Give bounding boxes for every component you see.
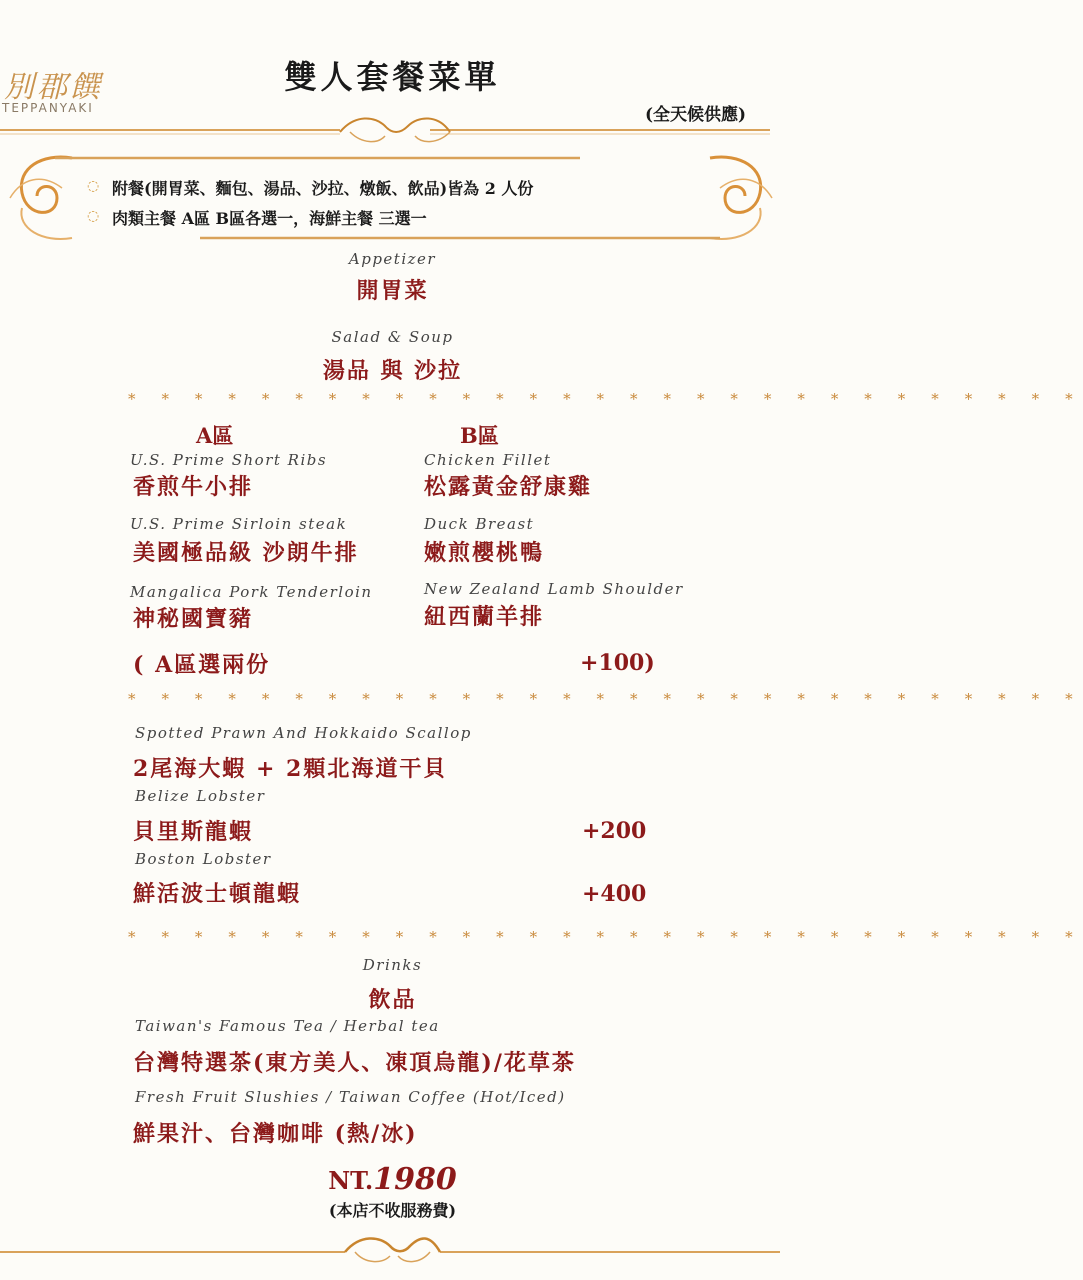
brand-logo: 別郡饌: [4, 70, 103, 105]
seafood-item-en: Spotted Prawn And Hokkaido Scallop: [135, 724, 472, 742]
drink-item-en: Taiwan's Famous Tea / Herbal tea: [135, 1017, 440, 1035]
star-divider: * * * * * * * * * * * * * * * * * * * * * * * * * * * * *: [128, 390, 1083, 408]
note-line: 肉類主餐 A區 B區各選一，海鮮主餐 三選一: [112, 209, 427, 228]
star-divider: * * * * * * * * * * * * * * * * * * * * * * * * * * * * *: [128, 928, 1083, 946]
header-flourish: [0, 112, 785, 152]
zone-b-item-en: New Zealand Lamb Shoulder: [424, 580, 684, 598]
zone-a-double-label: ( A區選兩份: [133, 652, 271, 678]
zone-a-item-zh: 美國極品級 沙朗牛排: [133, 540, 359, 566]
drinks-en: Drinks: [362, 956, 423, 974]
brand-logo-subtitle: TEPPANYAKI: [2, 101, 94, 115]
drink-item-en: Fresh Fruit Slushies / Taiwan Coffee (Hot/Iced): [135, 1088, 566, 1106]
salad-soup-zh: 湯品 與 沙拉: [322, 358, 463, 384]
zone-b-item-zh: 嫩煎櫻桃鴨: [424, 540, 545, 566]
zone-a-double-price: +100): [580, 650, 655, 676]
drink-item-zh: 鮮果汁、台灣咖啡 (熱/冰): [133, 1121, 418, 1147]
zone-a-item-en: U.S. Prime Short Ribs: [130, 451, 328, 469]
salad-soup-en: Salad & Soup: [331, 328, 454, 346]
zone-b-item-zh: 松露黃金舒康雞: [424, 474, 593, 500]
page-title: 雙人套餐菜單: [284, 58, 501, 96]
drink-item-zh: 台灣特選茶(東方美人、凍頂烏龍)/花草茶: [133, 1050, 576, 1076]
set-price: [0, 1162, 785, 1197]
bullet-ring-icon: ◌: [87, 208, 100, 224]
zone-a-item-en: U.S. Prime Sirloin steak: [130, 515, 348, 533]
seafood-item-price: +400: [582, 881, 647, 907]
all-day-label: (全天候供應): [645, 105, 747, 125]
price-amount: 1980: [373, 1162, 457, 1197]
zone-b-item-zh: 紐西蘭羊排: [424, 604, 545, 630]
service-charge-note: (本店不收服務費): [328, 1201, 457, 1220]
zone-b-item-en: Chicken Fillet: [424, 451, 552, 469]
zone-b-item-en: Duck Breast: [424, 515, 535, 533]
seafood-item-zh: 鮮活波士頓龍蝦: [133, 881, 302, 907]
zone-a-item-zh: 香煎牛小排: [133, 474, 254, 500]
bullet-ring-icon: ◌: [87, 178, 100, 194]
zone-a-item-en: Mangalica Pork Tenderloin: [130, 583, 373, 601]
footer-flourish: [0, 1228, 785, 1268]
drinks-zh: 飲品: [368, 987, 417, 1013]
price-prefix: NT.: [328, 1166, 374, 1195]
seafood-item-zh: 貝里斯龍蝦: [133, 819, 254, 845]
zone-b-label: B區: [460, 423, 499, 448]
star-divider: * * * * * * * * * * * * * * * * * * * * * * * * * * * * *: [128, 690, 1083, 708]
seafood-item-zh: 2尾海大蝦 + 2顆北海道干貝: [133, 756, 448, 782]
note-line: 附餐(開胃菜、麵包、湯品、沙拉、燉飯、飲品)皆為 2 人份: [112, 179, 534, 198]
seafood-item-en: Boston Lobster: [135, 850, 272, 868]
zone-a-label: A區: [196, 423, 234, 448]
seafood-item-en: Belize Lobster: [135, 787, 266, 805]
seafood-item-price: +200: [582, 818, 647, 844]
zone-a-item-zh: 神秘國寶豬: [133, 606, 254, 632]
appetizer-zh: 開胃菜: [356, 278, 429, 304]
appetizer-en: Appetizer: [348, 250, 437, 268]
